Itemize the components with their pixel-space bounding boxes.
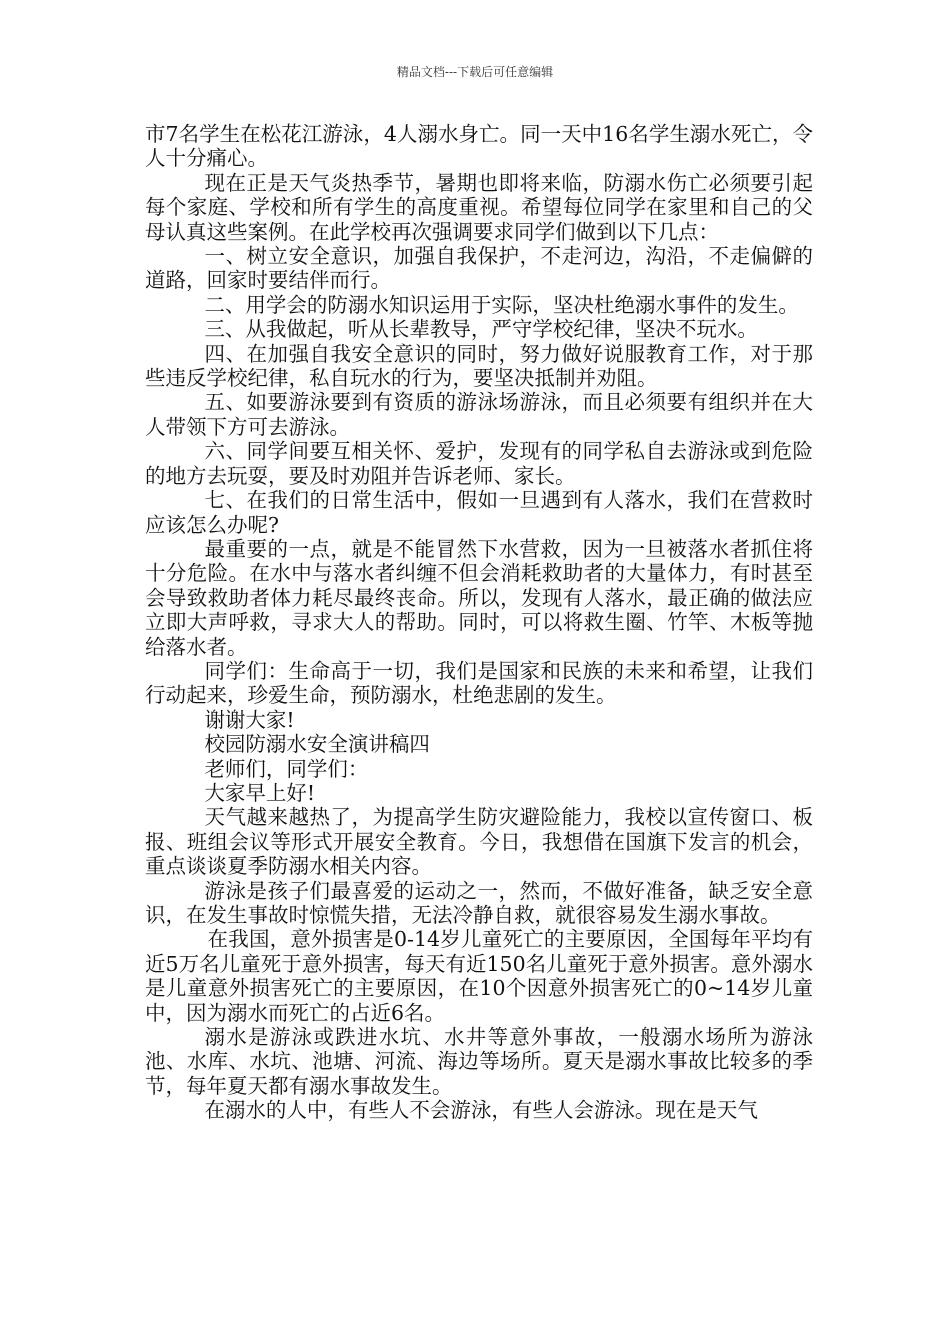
paragraph-12: 谢谢大家! [204,707,295,732]
paragraph-15: 大家早上好! [204,780,316,805]
paragraph-19: 溺水是游泳或跌进水坑、水井等意外事故，一般溺水场所为游泳池、水库、水坑、池塘、河流、海边等场所。夏天是溺水事故比较多的季节，每年夏天都有溺水事故发生。 [145,1025,813,1098]
paragraph-16: 天气越来越热了，为提高学生防灾避险能力，我校以宣传窗口、板报、班组会议等形式开展安全教育。今日，我想借在国旗下发言的机会，重点谈谈夏季防溺水相关内容。 [145,805,813,879]
paragraph-5: 三、从我做起，听从长辈教导，严守学校纪律，坚决不玩水。 [204,317,758,342]
paragraph-9: 七、在我们的日常生活中，假如一旦遇到有人落水，我们在营救时应该怎么办呢? [145,488,813,537]
paragraph-17: 游泳是孩子们最喜爱的运动之一，然而，不做好准备，缺乏安全意识，在发生事故时惊慌失措，无法冷静自救，就很容易发生溺水事故。 [145,878,813,927]
paragraph-11: 同学们：生命高于一切，我们是国家和民族的未来和希望，让我们行动起来，珍爱生命，预防溺水，杜绝悲剧的发生。 [145,658,813,708]
paragraph-10: 最重要的一点，就是不能冒然下水营救，因为一旦被落水者抓住将十分危险。在水中与落水者纠缠不但会消耗救助者的大量体力，有时甚至会导致救助者体力耗尽最终丧命。所以，发现有人落水，最正确的做法应立即大声呼救，寻求大人的帮助。同时，可以将救生圈、竹竿、木板等抛给落水者。 [145,536,813,659]
paragraph-2: 现在正是天气炎热季节，暑期也即将来临，防溺水伤亡必须要引起每个家庭、学校和所有学生的高度重视。希望每位同学在家里和自己的父母认真这些案例。在此学校再次强调要求同学们做到以下几点： [145,170,813,244]
paragraph-18: 在我国，意外损害是0-14岁儿童死亡的主要原因，全国每年平均有近5万名儿童死于意外损害，每天有近150名儿童死于意外损害。意外溺水是儿童意外损害死亡的主要原因，在10个因意外损害死亡的0~14岁儿童中，因为溺水而死亡的占近6名。 [145,927,813,1025]
paragraph-3: 一、树立安全意识，加强自我保护，不走河边，沟沿，不走偏僻的道路，回家时要结伴而行。 [145,244,813,293]
paragraph-1: 市7名学生在松花江游泳，4人溺水身亡。同一天中16名学生溺水死亡，令人十分痛心。 [145,122,813,171]
paragraph-6: 四、在加强自我安全意识的同时，努力做好说服教育工作，对于那些违反学校纪律，私自玩水的行为，要坚决抵制并劝阻。 [145,341,813,391]
paragraph-8: 六、同学间要互相关怀、爱护，发现有的同学私自去游泳或到危险的地方去玩耍，要及时劝阻并告诉老师、家长。 [145,439,813,488]
page-header: 精品文档---下载后可任意编辑 [396,65,554,79]
paragraph-4: 二、用学会的防溺水知识运用于实际，坚决杜绝溺水事件的发生。 [204,292,799,317]
paragraph-7: 五、如要游泳要到有资质的游泳场游泳，而且必须要有组织并在大人带领下方可去游泳。 [145,390,813,439]
paragraph-20: 在溺水的人中，有些人不会游泳，有些人会游泳。现在是天气 [204,1098,758,1123]
paragraph-14: 老师们，同学们： [204,756,369,781]
document-body [145,122,813,1123]
section-title: 校园防溺水安全演讲稿四 [204,732,430,757]
